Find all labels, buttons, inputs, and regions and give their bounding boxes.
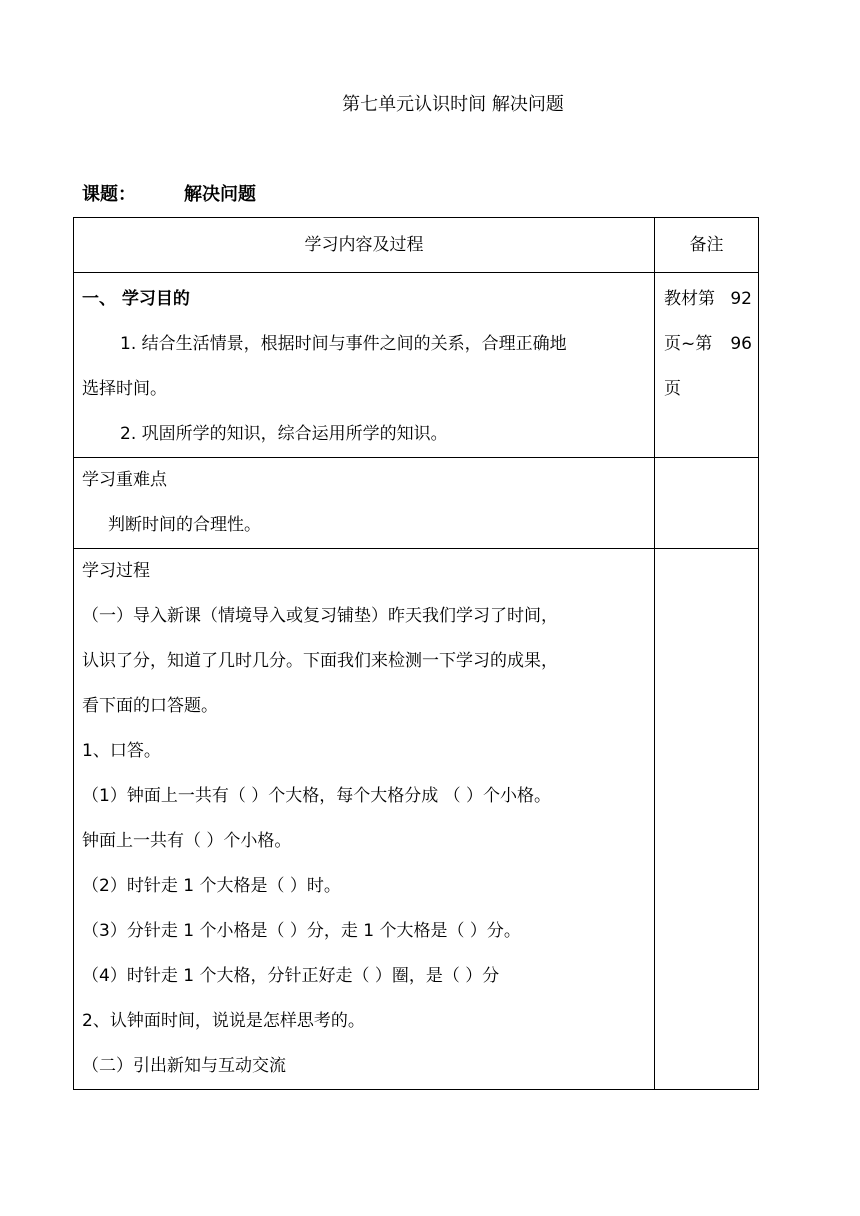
header-row: [74, 218, 759, 273]
question-1-3: （3）分针走 1 个小格是（ ）分，走 1 个大格是（ ）分。: [82, 921, 521, 941]
lesson-value: 解决问题: [184, 184, 256, 205]
objectives-row: [74, 273, 759, 458]
process-row: [74, 549, 759, 1090]
header-note-cell: [655, 218, 759, 273]
note-page-start: 92: [730, 289, 752, 309]
header-content: 学习内容及过程: [304, 235, 424, 255]
note-line-2: [664, 322, 752, 367]
key-points-row: [74, 458, 759, 549]
question-1-1-line-2: 钟面上一共有（ ）个小格。: [82, 831, 292, 851]
question-1-2: （2）时针走 1 个大格是（ ）时。: [82, 876, 341, 896]
header-content-cell: [74, 218, 655, 273]
key-points-content: 判断时间的合理性。: [108, 515, 261, 535]
process-heading: 学习过程: [82, 561, 150, 581]
key-points-note-cell: [655, 458, 759, 549]
lesson-title-row: [82, 182, 256, 208]
note-page-suffix: 页: [664, 379, 681, 399]
question-2-title: 2、认钟面时间，说说是怎样思考的。: [82, 1011, 365, 1031]
note-page-end: 96: [730, 334, 752, 354]
process-cell: [74, 549, 655, 1090]
objectives-note-cell: [655, 273, 759, 458]
header-note: 备注: [689, 235, 724, 255]
note-line-3: [664, 367, 752, 412]
process-intro-line-1: （一）导入新课（情境导入或复习铺垫）昨天我们学习了时间，: [82, 606, 558, 626]
lesson-label: 课题：: [82, 184, 136, 205]
note-textbook-label: 教材第: [664, 289, 715, 309]
process-intro-line-3: 看下面的口答题。: [82, 696, 218, 716]
question-1-title: 1、口答。: [82, 741, 161, 761]
question-1-4: （4）时针走 1 个大格，分针正好走（ ）圈，是（ ）分: [82, 966, 500, 986]
process-part-2: （二）引出新知与互动交流: [82, 1056, 286, 1076]
document-title: 第七单元认识时间 解决问题: [342, 94, 564, 115]
note-page-range-label: 页~第: [664, 334, 713, 354]
process-note-cell: [655, 549, 759, 1090]
objectives-cell: [74, 273, 655, 458]
objective-1-line-2: 选择时间。: [82, 379, 167, 399]
key-points-heading: 学习重难点: [82, 470, 167, 490]
key-points-cell: [74, 458, 655, 549]
objective-2: 2. 巩固所学的知识，综合运用所学的知识。: [120, 424, 448, 444]
process-intro-line-2: 认识了分，知道了几时几分。下面我们来检测一下学习的成果，: [82, 651, 558, 671]
question-1-1-line-1: （1）钟面上一共有（ ）个大格，每个大格分成 （ ）个小格。: [82, 786, 552, 806]
objective-1-line-1: 1. 结合生活情景，根据时间与事件之间的关系，合理正确地: [120, 334, 567, 354]
note-line-1: [664, 277, 752, 322]
objectives-heading: 一、 学习目的: [82, 289, 190, 309]
lesson-table: [73, 217, 759, 1090]
